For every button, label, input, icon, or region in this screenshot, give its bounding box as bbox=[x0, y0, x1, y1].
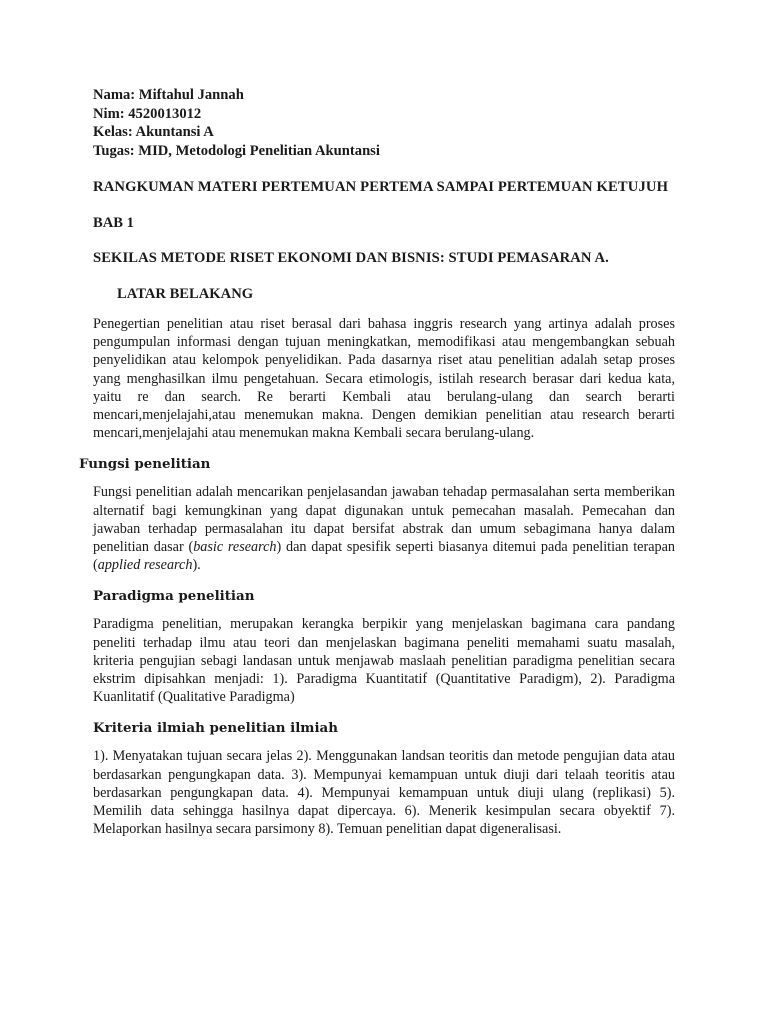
paragraph-fungsi-penelitian bbox=[93, 483, 675, 574]
fungsi-text-2: ) dan dapat spesifik seperti biasanya ditemui pada penelitian terapan ( bbox=[93, 539, 675, 574]
fungsi-italic-basic-research: basic research bbox=[193, 539, 277, 556]
document-title: RANGKUMAN MATERI PERTEMUAN PERTEMA SAMPAI PERTEMUAN KETUJUH bbox=[93, 179, 669, 195]
paragraph-latar-belakang: Penegertian penelitian atau riset berasal dari bahasa inggris research yang artinya adalah proses pengumpulan informasi dengan tujuan meningkatkan, memodifikasi atau mengembangkan sebuah penyelidikan atau kelompok penyelidikan. Pada dasarnya riset atau penelitian adalah setap proses yang menghasilkan ilmu pengetahuan. Secara etimologis, istilah research berasar dari kedua kata, yaitu re dan search. Re berarti Kembali atau berulang-ulang dan search berarti mencari,menjelajahi,atau menemukan makna. Dengen demikian penelitian atau research berarti mencari,menjelajahi atau menemukan makna Kembali secara berulang-ulang. bbox=[93, 316, 675, 442]
chapter-number: BAB 1 bbox=[93, 214, 134, 231]
fungsi-text-1: Fungsi penelitian adalah mencarikan penjelasandan jawaban tehadap permasalahan serta memberikan alternatif bagi kemungkinan yang dapat digunakan untuk pemecahan masalah. Pemecahan dan jawaban terhadap permasalahan itu dapat bersifat abstrak dan umum sebagimana hanya dalam penelitian dasar ( bbox=[93, 484, 675, 556]
assignment-info: Tugas: MID, Metodologi Penelitian Akuntansi bbox=[93, 142, 380, 159]
document-page bbox=[79, 86, 675, 838]
chapter-title: SEKILAS METODE RISET EKONOMI DAN BISNIS: STUDI PEMASARAN A. bbox=[93, 250, 609, 266]
heading-kriteria-ilmiah: Kriteria ilmiah penelitian ilmiah bbox=[93, 720, 338, 737]
student-class: Kelas: Akuntansi A bbox=[93, 124, 214, 140]
student-nim: Nim: 4520013012 bbox=[93, 105, 202, 122]
heading-paradigma-penelitian: Paradigma penelitian bbox=[93, 588, 255, 605]
student-name: Nama: Miftahul Jannah bbox=[93, 87, 244, 103]
paragraph-paradigma-penelitian: Paradigma penelitian, merupakan kerangka berpikir yang menjelaskan bagimana cara pandang peneliti terhadap ilmu atau teori dan menjelaskan bagimana peneliti memahami suatu masalah, kriteria pengujian sebagi landasan untuk menjawab maslaah penelitian paradigma penelitian secara ekstrim dipisahkan menjadi: 1). Paradigma Kuantitatif (Quantitative Paradigm), 2). Paradigma Kuanlitatif (Qualitative Paradigma) bbox=[93, 616, 675, 706]
heading-fungsi-penelitian: Fungsi penelitian bbox=[79, 456, 211, 473]
paragraph-kriteria-ilmiah: 1). Menyatakan tujuan secara jelas 2). Menggunakan landsan teoritis dan metode pengujian data atau berdasarkan pengungkapan data. 3). Mempunyai kemampuan untuk diuji dari telaah teoritis atau berdasarkan pengungkapan data. 4). Mempunyai kemampuan untuk diuji ulang (replikasi) 5). Memilih data sehingga hasilnya dapat dipercaya. 6). Menerik kesimpulan secara obyektif 7). Melaporkan hasilnya secara parsimony 8). Temuan penelitian dapat digeneralisasi. bbox=[93, 748, 675, 838]
section-heading-latar-belakang: LATAR BELAKANG bbox=[117, 285, 254, 302]
fungsi-italic-applied-research: applied research bbox=[97, 557, 193, 574]
fungsi-text-3: ). bbox=[192, 557, 201, 574]
